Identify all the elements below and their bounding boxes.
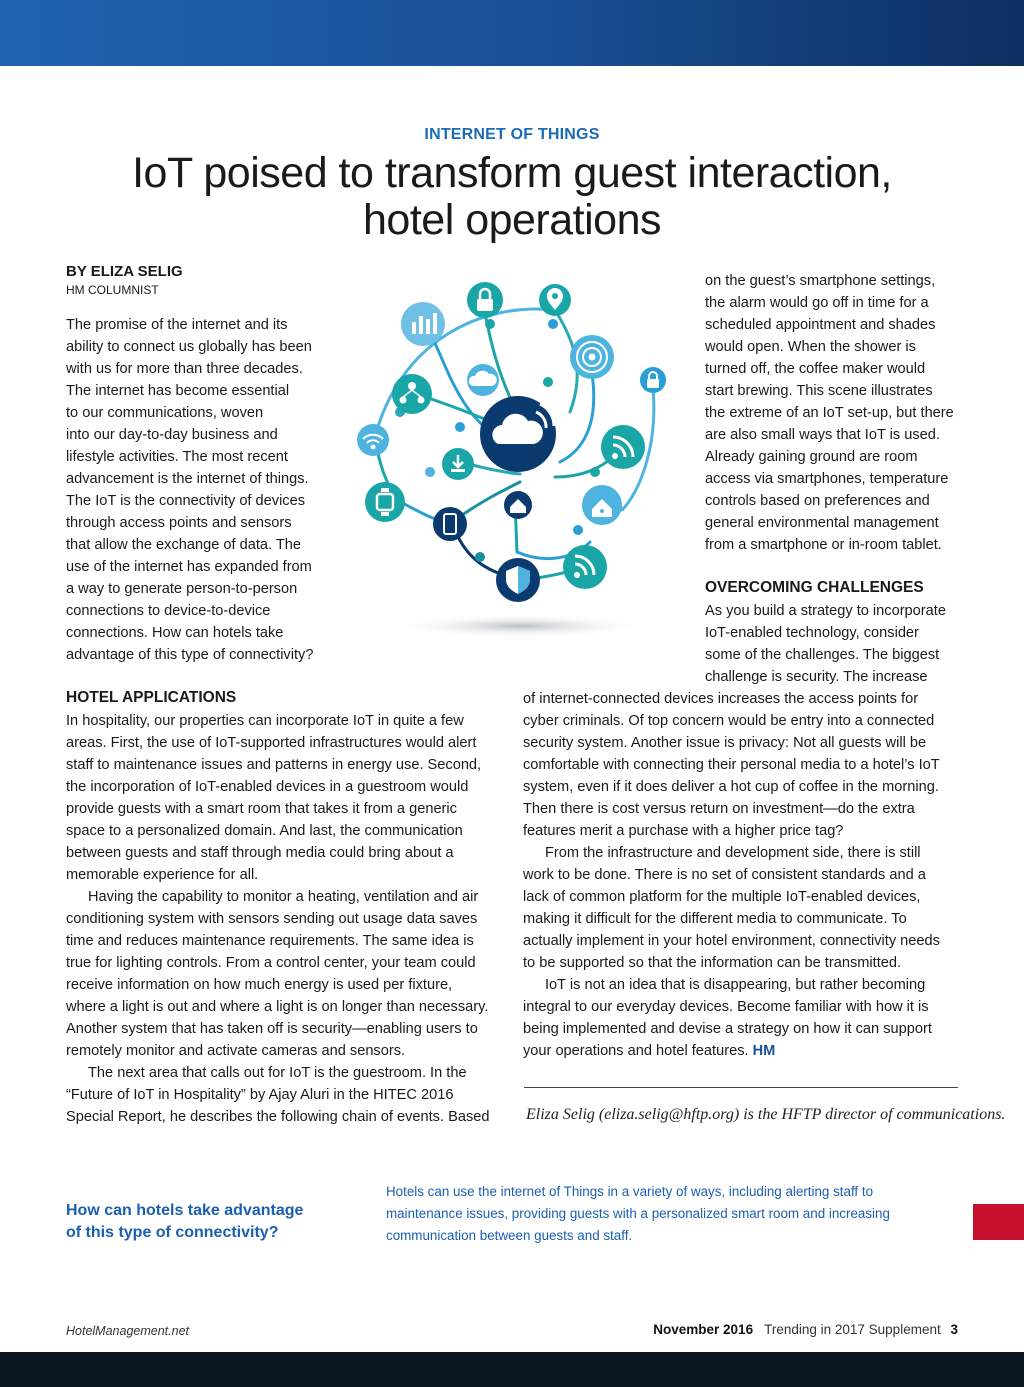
- body-line: that allow the exchange of data. The: [66, 537, 302, 553]
- footer-date: November 2016: [653, 1322, 754, 1337]
- caption-line: maintenance issues, providing guests with a personalized smart room and increasing: [386, 1206, 890, 1221]
- wifi-icon: [357, 424, 389, 456]
- rss-icon: [601, 425, 645, 469]
- body-line: where a light is out and where a light is on longer than necessary.: [66, 999, 489, 1015]
- body-line: time and reduces maintenance requirements. The same idea is: [66, 933, 474, 949]
- body-line: would open. When the shower is: [705, 339, 916, 355]
- caption-line: communication between guests and staff.: [386, 1228, 633, 1243]
- body-line: cyber criminals. Of top concern would be entry into a connected: [523, 713, 935, 729]
- body-line: space to a personalized domain. And last, the communication: [66, 823, 463, 839]
- body-line: some of the challenges. The biggest: [705, 647, 940, 663]
- body-line: connections. How can hotels take: [66, 625, 284, 641]
- body-line: The next area that calls out for IoT is the guestroom. In the: [88, 1065, 467, 1081]
- body-line: system, even if it does deliver a hot cup of coffee in the morning.: [523, 779, 939, 795]
- end-mark: HM: [752, 1043, 776, 1059]
- body-line: to our communications, woven: [66, 405, 264, 421]
- location-pin-icon: [539, 284, 571, 316]
- people-network-icon: [392, 374, 432, 414]
- section-kicker: INTERNET OF THINGS: [424, 126, 600, 143]
- body-line: scheduled appointment and shades: [705, 317, 936, 333]
- author-role: HM COLUMNIST: [66, 283, 159, 297]
- section-heading-hotel-applications: HOTEL APPLICATIONS: [66, 689, 237, 706]
- body-line: the alarm would go off in time for a: [705, 295, 929, 311]
- body-line: being implemented and devise a strategy on how it can support: [523, 1021, 932, 1037]
- broadcast-icon: [570, 335, 614, 379]
- footer-band: [0, 1352, 1024, 1387]
- body-line: Already gaining ground are room: [705, 449, 918, 465]
- body-line: provide guests with a smart room that takes it from a generic: [66, 801, 457, 817]
- body-line: work to be done. There is no set of consistent standards and a: [523, 867, 926, 883]
- body-line: actually implement in your hotel environment, connectivity needs: [523, 933, 940, 949]
- body-line: IoT is not an idea that is disappearing, but rather becoming: [545, 977, 926, 993]
- body-line: a way to generate person-to-person: [66, 581, 298, 597]
- body-line: true for lighting controls. From a control center, your team could: [66, 955, 476, 971]
- body-line: are also small ways that IoT is used.: [705, 427, 940, 443]
- body-line: connections to device-to-device: [66, 603, 271, 619]
- body-line: of internet-connected devices increases the access points for: [523, 691, 919, 707]
- body-line: start brewing. This scene illustrates: [705, 383, 933, 399]
- header-band: [0, 0, 1024, 66]
- body-line: turned off, the coffee maker would: [705, 361, 926, 377]
- byline: BY ELIZA SELIG: [66, 263, 183, 280]
- smartwatch-icon: [365, 482, 405, 522]
- small-cloud-icon: [467, 364, 499, 396]
- smartphone-icon: [433, 507, 467, 541]
- iot-illustration: [340, 262, 700, 646]
- footer-site: HotelManagement.net: [66, 1324, 189, 1338]
- body-line: the extreme of an IoT set-up, but there: [705, 405, 954, 421]
- body-line: conditioning system with sensors sending out usage data saves: [66, 911, 478, 927]
- body-line: controls based on preferences and: [705, 493, 930, 509]
- body-line: Having the capability to monitor a heating, ventilation and air: [88, 889, 479, 905]
- body-line: receive information on how much energy is used per fixture,: [66, 977, 453, 993]
- body-line: advancement is the internet of things.: [66, 471, 309, 487]
- body-line: In hospitality, our properties can incorporate IoT in quite a few: [66, 713, 464, 729]
- caption-line: Hotels can use the internet of Things in a variety of ways, including alerting staff to: [386, 1184, 874, 1199]
- pull-quote: [66, 1200, 303, 1244]
- signal-icon: [563, 545, 607, 589]
- bio-divider: [524, 1087, 958, 1088]
- image-caption: [386, 1181, 890, 1247]
- body-line: between guests and staff through media could bring about a: [66, 845, 454, 861]
- body-line: areas. First, the use of IoT-supported infrastructures would alert: [66, 735, 477, 751]
- body-line: [523, 1040, 775, 1062]
- body-line: with us for more than three decades.: [66, 361, 303, 377]
- padlock-icon: [640, 367, 666, 393]
- download-icon: [442, 448, 474, 480]
- body-line: memorable experience for all.: [66, 867, 259, 883]
- lock-icon: [467, 282, 503, 318]
- body-line: lack of common platform for the multiple IoT-enabled devices,: [523, 889, 921, 905]
- cloud-hub-icon: [480, 396, 556, 472]
- body-line: access via smartphones, temperature: [705, 471, 949, 487]
- pull-quote-line: How can hotels take advantage: [66, 1202, 304, 1219]
- body-line: Another system that has taken off is security—enabling users to: [66, 1021, 478, 1037]
- body-text: your operations and hotel features.: [523, 1043, 749, 1059]
- page-title: [40, 150, 984, 244]
- body-line: lifestyle activities. The most recent: [66, 449, 288, 465]
- shield-icon: [496, 558, 540, 602]
- body-line: IoT-enabled technology, consider: [705, 625, 919, 641]
- body-line: into our day-to-day business and: [66, 427, 278, 443]
- body-line: remotely monitor and activate cameras and sensors.: [66, 1043, 406, 1059]
- footer-supplement: Trending in 2017 Supplement: [764, 1322, 941, 1337]
- body-line: ability to connect us globally has been: [66, 339, 312, 355]
- body-line: making it difficult for the different media to communicate. To: [523, 911, 907, 927]
- body-line: security system. Another issue is privacy: Not all guests will be: [523, 735, 927, 751]
- body-line: general environmental management: [705, 515, 939, 531]
- body-line: staff to maintenance issues and patterns in energy use. Second,: [66, 757, 482, 773]
- body-line: through access points and sensors: [66, 515, 292, 531]
- body-line: from a smartphone or in-room tablet.: [705, 537, 942, 553]
- body-line: The IoT is the connectivity of devices: [66, 493, 306, 509]
- body-line: Then there is cost versus return on investment—do the extra: [523, 801, 915, 817]
- section-heading-overcoming-challenges: OVERCOMING CHALLENGES: [705, 579, 924, 596]
- pull-quote-line: of this type of connectivity?: [66, 1224, 279, 1241]
- author-bio: Eliza Selig (eliza.selig@hftp.org) is the HFTP director of communications.: [526, 1106, 1006, 1123]
- home-icon: [504, 491, 532, 519]
- body-line: the incorporation of IoT-enabled devices in a guestroom would: [66, 779, 469, 795]
- body-line: advantage of this type of connectivity?: [66, 647, 314, 663]
- body-line: Special Report, he describes the following chain of events. Based: [66, 1109, 490, 1125]
- body-line: From the infrastructure and development side, there is still: [545, 845, 921, 861]
- body-line: The internet has become essential: [66, 383, 290, 399]
- headline-line: hotel operations: [363, 196, 661, 244]
- body-line: to be supported so that the information can be transmitted.: [523, 955, 902, 971]
- body-line: features merit a purchase with a higher price tag?: [523, 823, 844, 839]
- page-number: 3: [950, 1322, 958, 1337]
- body-line: comfortable with connecting their personal media to a hotel’s IoT: [523, 757, 940, 773]
- ground-shadow: [390, 614, 650, 638]
- body-line: The promise of the internet and its: [66, 317, 288, 333]
- section-tab: [973, 1204, 1024, 1240]
- body-line: integral to our everyday devices. Become familiar with how it is: [523, 999, 929, 1015]
- headline-line: IoT poised to transform guest interaction,: [132, 149, 892, 197]
- body-line: on the guest’s smartphone settings,: [705, 273, 936, 289]
- body-line: “Future of IoT in Hospitality” by Ajay Aluri in the HITEC 2016: [66, 1087, 454, 1103]
- body-line: As you build a strategy to incorporate: [705, 603, 946, 619]
- home-wifi-icon: [582, 485, 622, 525]
- body-line: use of the internet has expanded from: [66, 559, 312, 575]
- bar-chart-icon: [401, 302, 445, 346]
- body-line: challenge is security. The increase: [705, 669, 928, 685]
- footer-info: [653, 1322, 958, 1337]
